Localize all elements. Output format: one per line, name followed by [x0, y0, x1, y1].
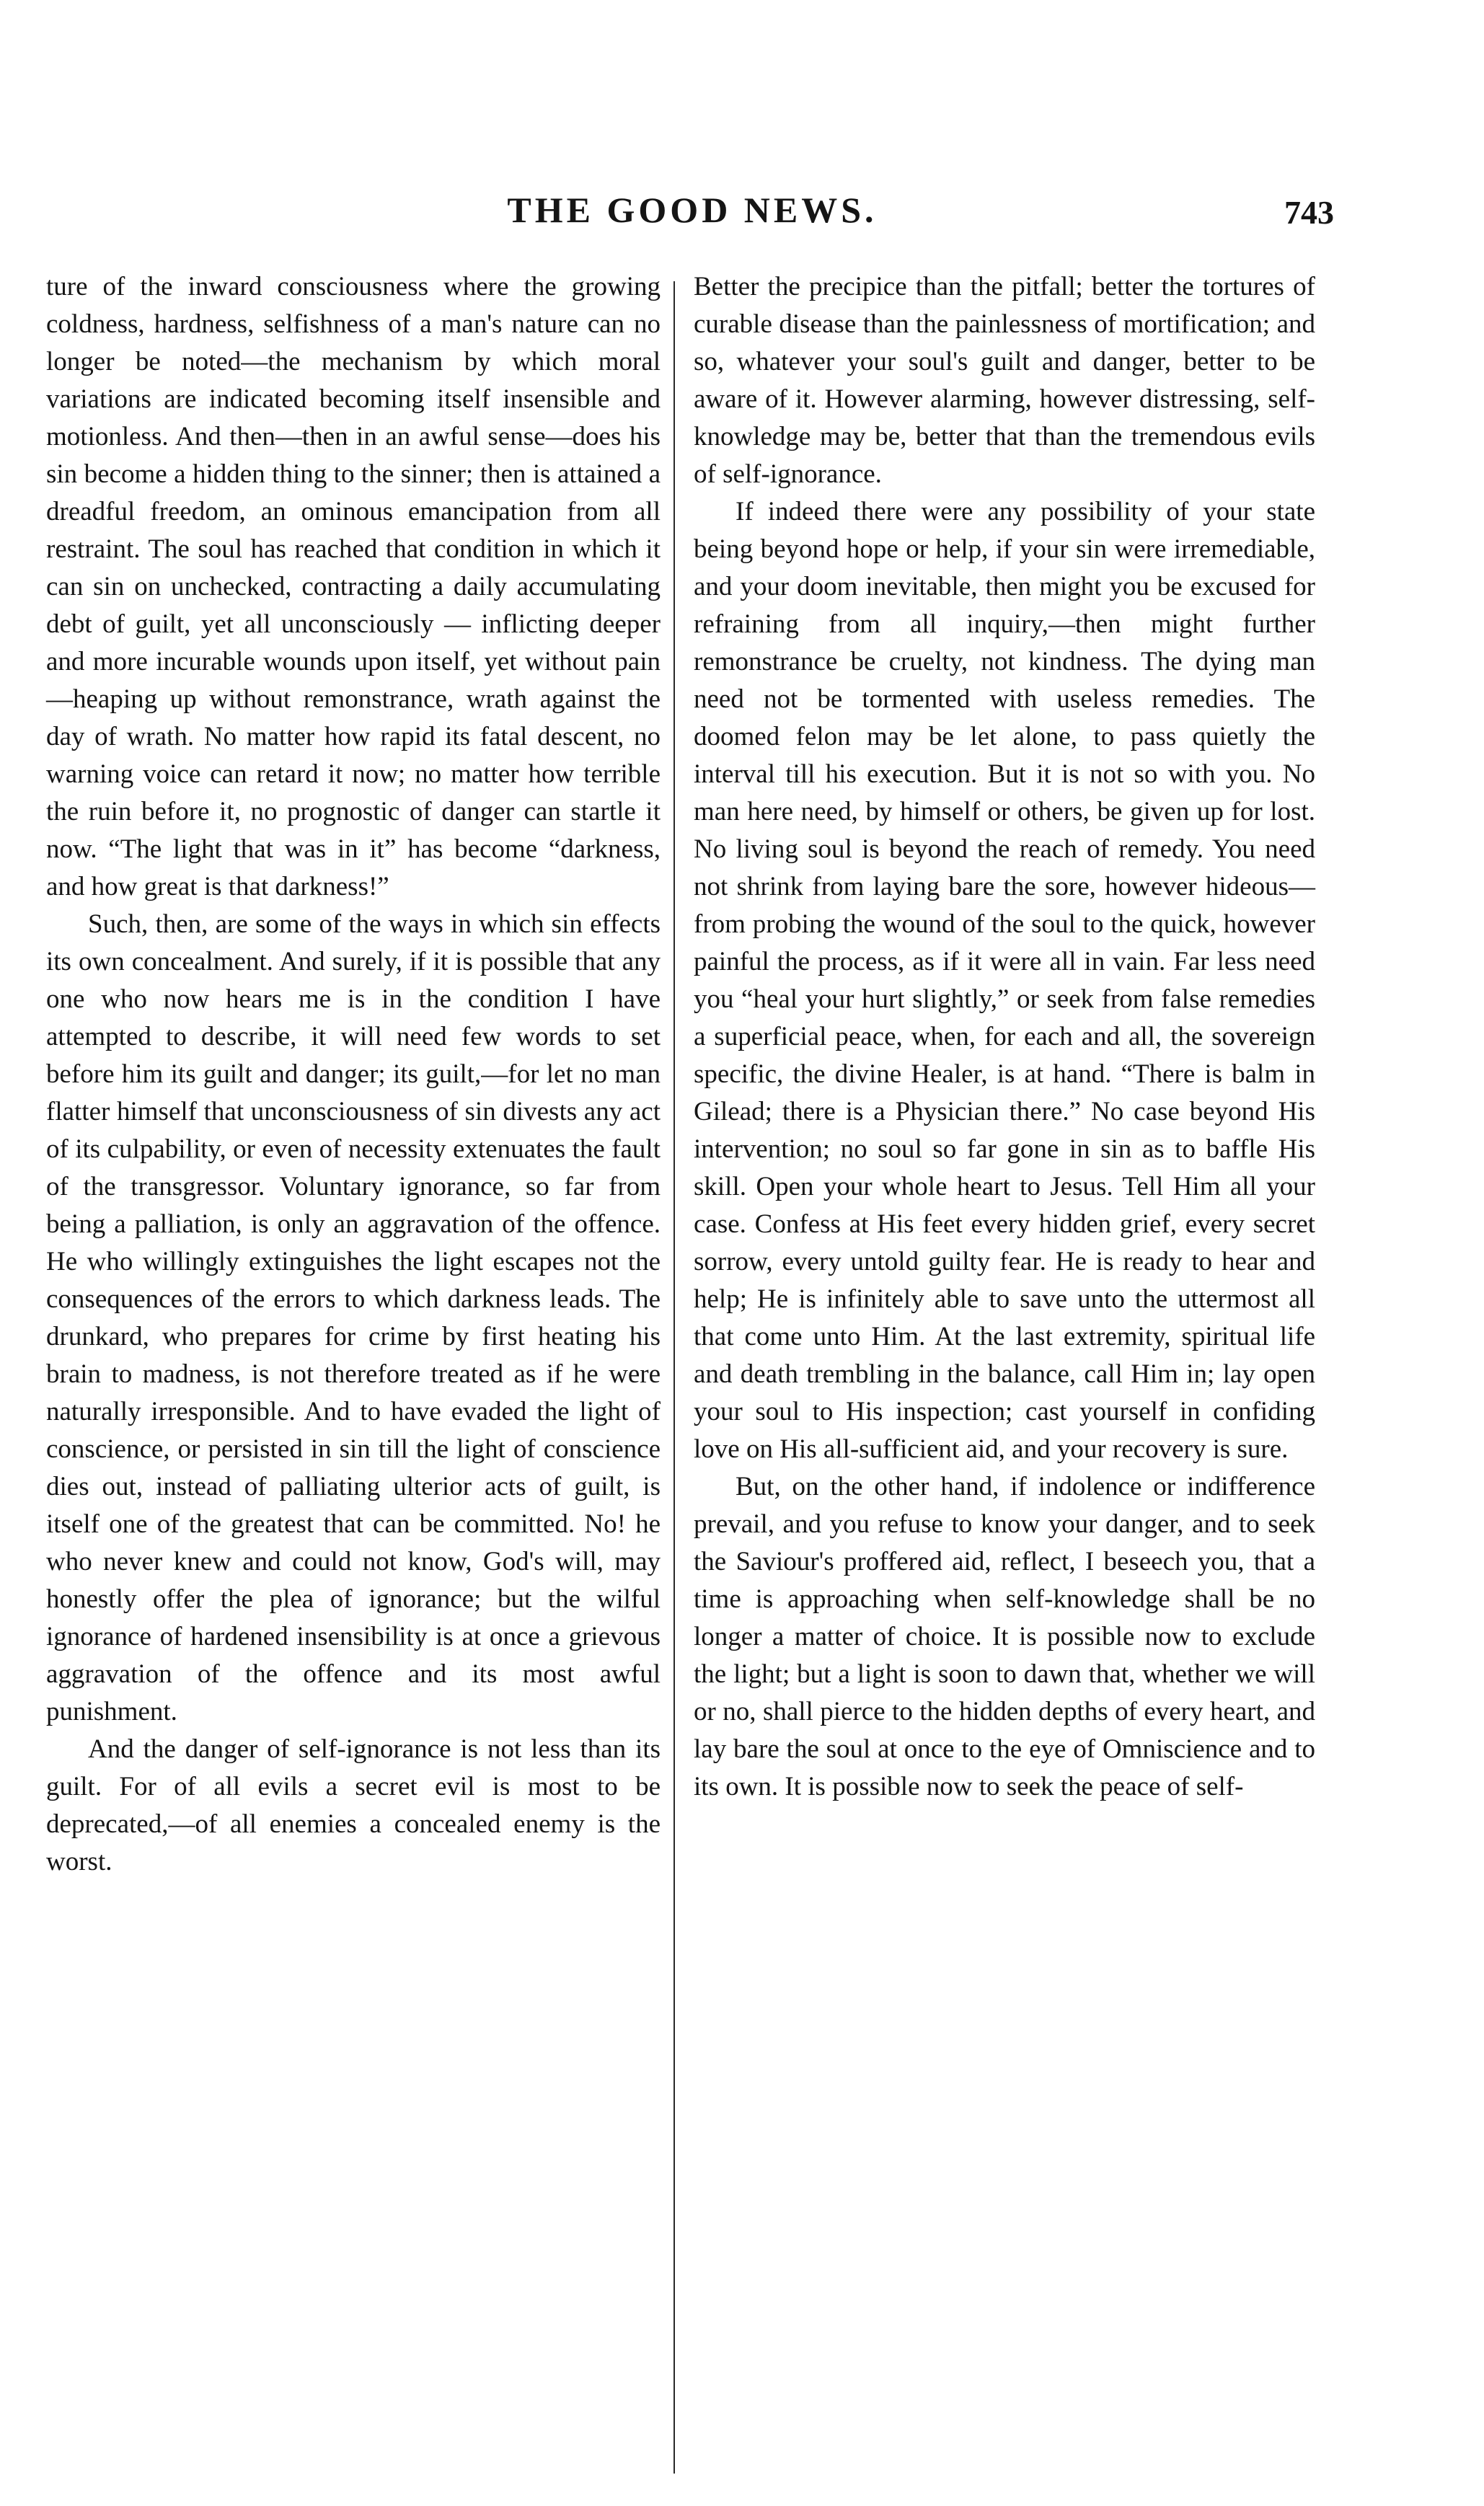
paragraph: And the danger of self-ignorance is not less than its guilt. For of all evils a secret evil is most to be deprecated,—of all enemies a concealed enemy is the worst. — [46, 1734, 661, 1876]
paragraph: But, on the other hand, if indolence or indifference prevail, and you refuse to know your danger, and to seek the Saviour's proffered aid, reflect, I beseech you, that a time is approaching when self-knowledge shall be no longer a matter of choice. It is possible now to exclude the light; but a light is soon to dawn that, whether we will or no, shall pierce to the hidden depths of every heart, and lay bare the soul at once to the eye of Omniscience and to its own. It is possible now to seek the peace of self- — [694, 1472, 1315, 1801]
left-column — [46, 268, 661, 1881]
column-divider — [673, 281, 675, 2474]
page-number: 743 — [1284, 194, 1334, 231]
paragraph: Such, then, are some of the ways in which sin effects its own concealment. And surely, if it is possible that any one who now hears me is in the condition I have attempted to describe, it will need few words to set before him its guilt and danger; its guilt,—for let no man flatter himself that unconsciousness of sin divests any act of its culpability, or even of necessity extenuates the fault of the transgressor. Voluntary ignorance, so far from being a palliation, is only an aggravation of the offence. He who willingly extinguishes the light escapes not the consequences of the errors to which darkness leads. The drunkard, who prepares for crime by first heating his brain to madness, is not therefore treated as if he were naturally irresponsible. And to have evaded the light of conscience, or persisted in sin till the light of conscience dies out, instead of palliating ulterior acts of guilt, is itself one of the greatest that can be committed. No! he who never knew and could not know, God's will, may honestly offer the plea of ignorance; but the wilful ignorance of hardened insensibility is at once a grievous aggravation of the offence and its most awful punishment. — [46, 909, 661, 1726]
paragraph: If indeed there were any possibility of your state being beyond hope or help, if your sin were irremediable, and your doom inevitable, then might you be excused for refraining from all inquiry,—then might further remonstrance be cruelty, not kindness. The dying man need not be tormented with useless remedies. The doomed felon may be let alone, to pass quietly the interval till his execution. But it is not so with you. No man here need, by himself or others, be given up for lost. No living soul is beyond the reach of remedy. You need not shrink from laying bare the sore, however hideous—from probing the wound of the soul to the quick, however painful the process, as if it were all in vain. Far less need you “heal your hurt slightly,” or seek from false remedies a superficial peace, when, for each and all, the sovereign specific, the divine Healer, is at hand. “There is balm in Gilead; there is a Physician there.” No case beyond His intervention; no soul so far gone in sin as to baffle His skill. Open your whole heart to Jesus. Tell Him all your case. Confess at His feet every hidden grief, every secret sorrow, every untold guilty fear. He is ready to hear and help; He is infinitely able to save unto the uttermost all that come unto Him. At the last extremity, spiritual life and death trembling in the balance, call Him in; lay open your soul to His inspection; cast yourself in confiding love on His all-sufficient aid, and your recovery is sure. — [694, 497, 1315, 1464]
running-title: THE GOOD NEWS. — [507, 190, 878, 230]
paragraph: Better the precipice than the pitfall; better the tortures of curable disease than the painlessness of mortification; and so, whatever your soul's guilt and danger, better to be aware of it. However alarming, however distressing, self-knowledge may be, better that than the tremendous evils of self-ignorance. — [694, 272, 1315, 489]
paragraph: ture of the inward consciousness where the growing coldness, hardness, selfishness of a man's nature can no longer be noted—the mechanism by which moral variations are indicated becoming itself insensible and motionless. And then—then in an awful sense—does his sin become a hidden thing to the sinner; then is attained a dreadful freedom, an ominous emancipation from all restraint. The soul has reached that condition in which it can sin on unchecked, contracting a daily accumulating debt of guilt, yet all unconsciously — inflicting deeper and more incurable wounds upon itself, yet without pain—heaping up without remonstrance, wrath against the day of wrath. No matter how rapid its fatal descent, no warning voice can retard it now; no matter how terrible the ruin before it, no prognostic of danger can startle it now. “The light that was in it” has become “darkness, and how great is that darkness!” — [46, 272, 661, 901]
page-header — [50, 189, 1334, 247]
right-column — [694, 268, 1315, 1806]
